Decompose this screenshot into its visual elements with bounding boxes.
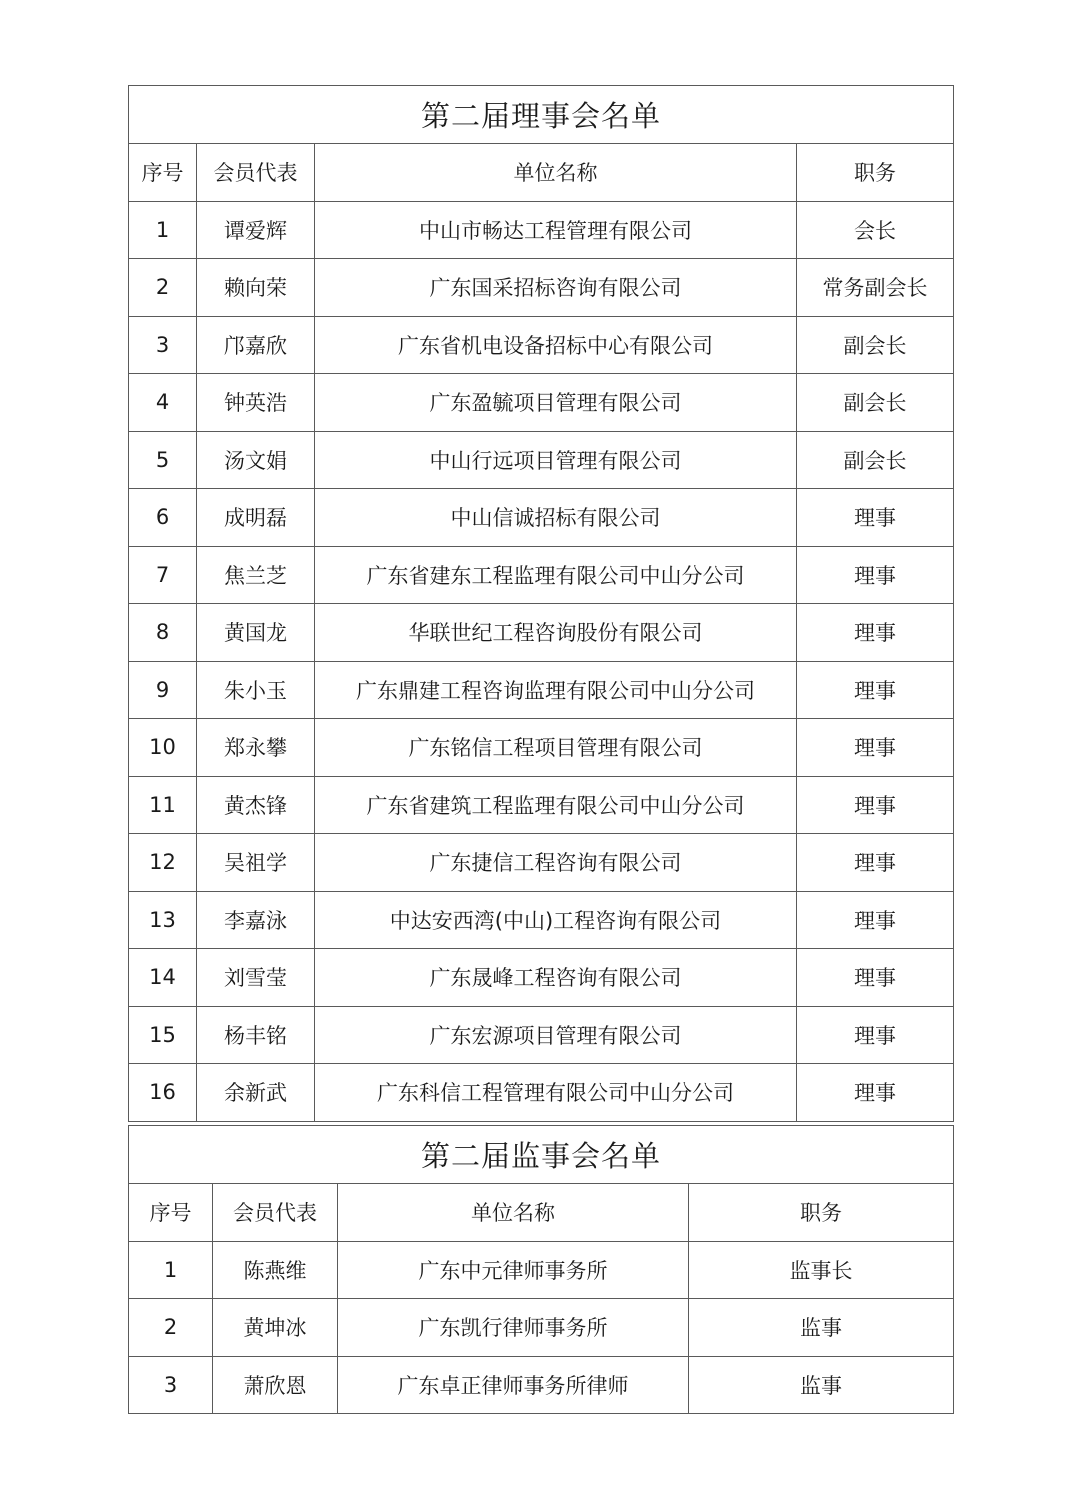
cell-index: 1 (129, 201, 197, 259)
header-organization: 单位名称 (338, 1184, 689, 1242)
cell-representative: 李嘉泳 (197, 891, 315, 949)
cell-representative: 刘雪莹 (197, 949, 315, 1007)
cell-index: 6 (129, 489, 197, 547)
header-organization: 单位名称 (315, 144, 797, 202)
cell-index: 11 (129, 776, 197, 834)
cell-representative: 萧欣恩 (213, 1356, 338, 1414)
board-title-row (129, 86, 954, 144)
cell-position: 副会长 (797, 374, 954, 432)
header-index: 序号 (129, 1184, 213, 1242)
supervisor-table-title: 第二届监事会名单 (129, 1126, 954, 1184)
cell-index: 5 (129, 431, 197, 489)
header-representative: 会员代表 (197, 144, 315, 202)
cell-index: 3 (129, 316, 197, 374)
cell-position: 理事 (797, 604, 954, 662)
cell-organization: 广东晟峰工程咨询有限公司 (315, 949, 797, 1007)
header-position: 职务 (689, 1184, 954, 1242)
cell-position: 理事 (797, 546, 954, 604)
table-row (129, 661, 954, 719)
cell-position: 监事长 (689, 1241, 954, 1299)
cell-representative: 钟英浩 (197, 374, 315, 432)
cell-organization: 广东宏源项目管理有限公司 (315, 1006, 797, 1064)
cell-representative: 谭爱辉 (197, 201, 315, 259)
cell-position: 监事 (689, 1356, 954, 1414)
table-row (129, 776, 954, 834)
cell-organization: 广东省建筑工程监理有限公司中山分公司 (315, 776, 797, 834)
cell-representative: 郑永攀 (197, 719, 315, 777)
cell-organization: 广东盈毓项目管理有限公司 (315, 374, 797, 432)
header-position: 职务 (797, 144, 954, 202)
board-header-row (129, 144, 954, 202)
cell-organization: 广东铭信工程项目管理有限公司 (315, 719, 797, 777)
cell-index: 3 (129, 1356, 213, 1414)
cell-index: 14 (129, 949, 197, 1007)
supervisor-header-row (129, 1184, 954, 1242)
cell-index: 15 (129, 1006, 197, 1064)
table-row (129, 1299, 954, 1357)
cell-position: 理事 (797, 949, 954, 1007)
cell-position: 会长 (797, 201, 954, 259)
cell-organization: 广东省机电设备招标中心有限公司 (315, 316, 797, 374)
table-row (129, 1064, 954, 1122)
board-table-title: 第二届理事会名单 (129, 86, 954, 144)
table-row (129, 546, 954, 604)
cell-organization: 广东卓正律师事务所律师 (338, 1356, 689, 1414)
cell-representative: 黄坤冰 (213, 1299, 338, 1357)
header-representative: 会员代表 (213, 1184, 338, 1242)
cell-representative: 朱小玉 (197, 661, 315, 719)
cell-organization: 广东国采招标咨询有限公司 (315, 259, 797, 317)
board-table-body (129, 86, 954, 1122)
cell-representative: 邝嘉欣 (197, 316, 315, 374)
cell-representative: 成明磊 (197, 489, 315, 547)
cell-organization: 广东中元律师事务所 (338, 1241, 689, 1299)
cell-index: 2 (129, 259, 197, 317)
cell-organization: 广东捷信工程咨询有限公司 (315, 834, 797, 892)
cell-index: 9 (129, 661, 197, 719)
cell-index: 7 (129, 546, 197, 604)
cell-representative: 杨丰铭 (197, 1006, 315, 1064)
header-index: 序号 (129, 144, 197, 202)
supervisor-table-body (129, 1126, 954, 1414)
cell-position: 理事 (797, 489, 954, 547)
cell-organization: 广东科信工程管理有限公司中山分公司 (315, 1064, 797, 1122)
cell-representative: 吴祖学 (197, 834, 315, 892)
cell-position: 理事 (797, 834, 954, 892)
cell-position: 监事 (689, 1299, 954, 1357)
cell-index: 10 (129, 719, 197, 777)
cell-position: 常务副会长 (797, 259, 954, 317)
cell-organization: 中山行远项目管理有限公司 (315, 431, 797, 489)
table-row (129, 891, 954, 949)
cell-organization: 广东凯行律师事务所 (338, 1299, 689, 1357)
cell-index: 12 (129, 834, 197, 892)
cell-index: 2 (129, 1299, 213, 1357)
cell-position: 理事 (797, 1006, 954, 1064)
cell-representative: 黄国龙 (197, 604, 315, 662)
supervisor-title-row (129, 1126, 954, 1184)
table-row (129, 1006, 954, 1064)
cell-representative: 陈燕维 (213, 1241, 338, 1299)
cell-position: 理事 (797, 776, 954, 834)
cell-representative: 赖向荣 (197, 259, 315, 317)
cell-index: 8 (129, 604, 197, 662)
cell-organization: 广东省建东工程监理有限公司中山分公司 (315, 546, 797, 604)
cell-representative: 黄杰锋 (197, 776, 315, 834)
cell-index: 1 (129, 1241, 213, 1299)
table-row (129, 949, 954, 1007)
table-row (129, 719, 954, 777)
cell-position: 副会长 (797, 431, 954, 489)
table-row (129, 489, 954, 547)
supervisory-board-table (128, 1125, 954, 1414)
table-row (129, 374, 954, 432)
cell-representative: 余新武 (197, 1064, 315, 1122)
cell-organization: 中山市畅达工程管理有限公司 (315, 201, 797, 259)
board-members-table (128, 85, 954, 1122)
cell-organization: 中达安西湾(中山)工程咨询有限公司 (315, 891, 797, 949)
table-row (129, 604, 954, 662)
table-row (129, 431, 954, 489)
table-row (129, 201, 954, 259)
table-row (129, 259, 954, 317)
cell-position: 理事 (797, 891, 954, 949)
cell-position: 理事 (797, 1064, 954, 1122)
cell-organization: 中山信诚招标有限公司 (315, 489, 797, 547)
cell-organization: 广东鼎建工程咨询监理有限公司中山分公司 (315, 661, 797, 719)
cell-index: 13 (129, 891, 197, 949)
cell-representative: 汤文娟 (197, 431, 315, 489)
cell-position: 理事 (797, 719, 954, 777)
table-row (129, 316, 954, 374)
cell-index: 4 (129, 374, 197, 432)
table-row (129, 1241, 954, 1299)
cell-position: 理事 (797, 661, 954, 719)
cell-organization: 华联世纪工程咨询股份有限公司 (315, 604, 797, 662)
table-row (129, 834, 954, 892)
cell-position: 副会长 (797, 316, 954, 374)
table-row (129, 1356, 954, 1414)
cell-representative: 焦兰芝 (197, 546, 315, 604)
cell-index: 16 (129, 1064, 197, 1122)
